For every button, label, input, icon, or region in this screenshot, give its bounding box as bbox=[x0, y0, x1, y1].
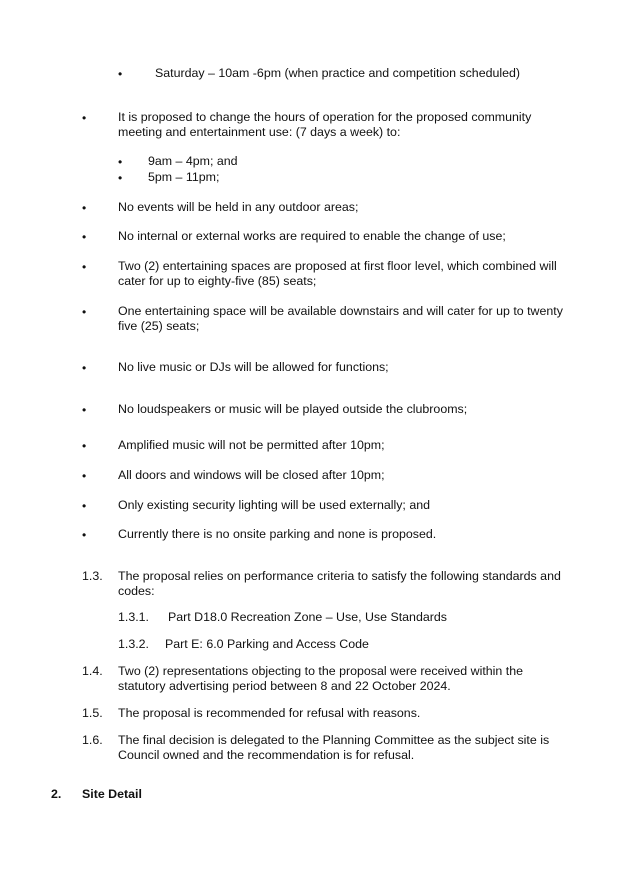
heading-title: Site Detail bbox=[82, 787, 142, 801]
subsection-number: 1.3.1. bbox=[118, 610, 150, 624]
list-item: Only existing security lighting will be used externally; and bbox=[118, 498, 430, 512]
list-item: Amplified music will not be permitted after 10pm; bbox=[118, 438, 385, 452]
list-item: Currently there is no onsite parking and none is proposed. bbox=[118, 527, 437, 541]
list-item: No internal or external works are required to enable the change of use; bbox=[118, 229, 506, 243]
list-item: One entertaining space will be available downstairs and will cater for up to twenty five (25) seats; bbox=[118, 304, 563, 333]
section-number: 1.6. bbox=[82, 733, 103, 747]
list-item: All doors and windows will be closed after 10pm; bbox=[118, 468, 385, 482]
hours-item: 9am – 4pm; and bbox=[148, 154, 238, 168]
subsection-text: Part E: 6.0 Parking and Access Code bbox=[165, 637, 369, 651]
bullet-icon: • bbox=[82, 230, 87, 244]
section-text: The proposal relies on performance criteria to satisfy the following standards and codes: bbox=[118, 569, 561, 598]
section-number: 1.5. bbox=[82, 706, 103, 720]
bullet-icon: • bbox=[82, 201, 87, 215]
bullet-icon: • bbox=[82, 469, 87, 483]
list-item: No loudspeakers or music will be played outside the clubrooms; bbox=[118, 402, 468, 416]
list-item: It is proposed to change the hours of operation for the proposed community meeting and entertainment use: (7 days a week) to: bbox=[118, 110, 532, 139]
subsection-number: 1.3.2. bbox=[118, 637, 150, 651]
bullet-icon: • bbox=[82, 260, 87, 274]
section-text: The proposal is recommended for refusal with reasons. bbox=[118, 706, 421, 720]
bullet-icon: • bbox=[82, 439, 87, 453]
list-item: Two (2) entertaining spaces are proposed at first floor level, which combined will cater for up to eighty-five (85) seats; bbox=[118, 259, 557, 288]
list-item: No events will be held in any outdoor areas; bbox=[118, 200, 359, 214]
bullet-icon: • bbox=[82, 111, 87, 125]
bullet-icon: • bbox=[118, 67, 123, 81]
hours-item: 5pm – 11pm; bbox=[148, 170, 220, 184]
heading-number: 2. bbox=[51, 787, 62, 801]
bullet-icon: • bbox=[118, 171, 123, 185]
bullet-icon: • bbox=[82, 528, 87, 542]
section-number: 1.3. bbox=[82, 569, 103, 583]
bullet-icon: • bbox=[82, 305, 87, 319]
section-text: The final decision is delegated to the Planning Committee as the subject site is Council owned and the recommendation is for refusal. bbox=[118, 733, 550, 762]
list-item: No live music or DJs will be allowed for functions; bbox=[118, 360, 389, 374]
bullet-icon: • bbox=[82, 361, 87, 375]
section-number: 1.4. bbox=[82, 664, 103, 678]
bullet-icon: • bbox=[118, 155, 123, 169]
bullet-icon: • bbox=[82, 499, 87, 513]
bullet-icon: • bbox=[82, 403, 87, 417]
subsection-text: Part D18.0 Recreation Zone – Use, Use Standards bbox=[168, 610, 447, 624]
top-bullet-text: Saturday – 10am -6pm (when practice and competition scheduled) bbox=[155, 66, 521, 80]
section-text: Two (2) representations objecting to the proposal were received within the statutory advertising period between 8 and 22 October 2024. bbox=[118, 664, 523, 693]
